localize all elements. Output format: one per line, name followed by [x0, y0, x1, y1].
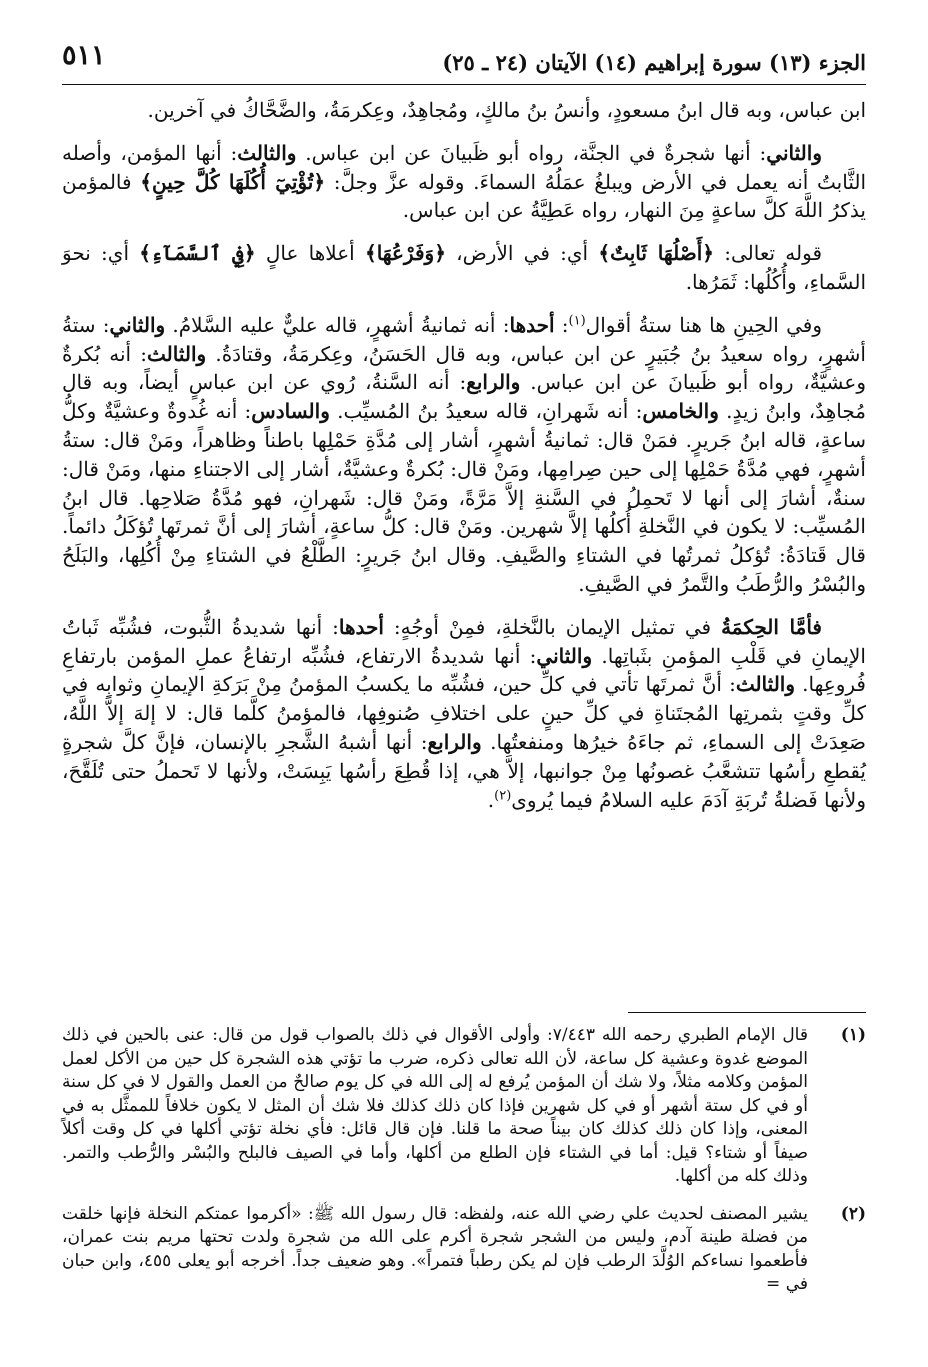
text: وفي الحِينِ ها هنا ستةُ أقوال — [585, 312, 822, 337]
text: في تمثيل الإيمان بالنَّخلةِ، فمِنْ أوجُهٍ: — [383, 614, 722, 639]
page-header — [62, 36, 866, 85]
label: والرابع — [427, 729, 482, 754]
paragraph-1 — [62, 139, 866, 225]
label: والثالث — [237, 140, 297, 165]
text: أي: نحوَ السَّماءِ، وأُكُلُها: ثَمَرُها. — [62, 241, 866, 294]
quran-verse: ﴿فِي ٱلسَّمَآءِ﴾ — [139, 241, 256, 266]
footnote-number: (٢) — [840, 1203, 866, 1224]
footnote-1 — [62, 1024, 866, 1189]
paragraph-0 — [62, 96, 866, 125]
label: أحدها — [338, 614, 384, 639]
text: : أنها شديدةُ الثُّبوت، فشُبِّه ثَباتُ الإيمانِ في قَلْبِ المؤمنِ بثَباتِها. — [62, 614, 866, 668]
text: : أنها المؤمن، وأصله الثَّابتُ أنه يعمل في الأرض ويبلغُ عمَلُهُ السماءَ. وقوله عزَّ وجلَّ: — [62, 140, 867, 194]
footnote-text: يشير المصنف لحديث علي رضي الله عنه، ولفظه: قال رسول الله ﷺ: «أكرموا عمتكم النخلة فإنها خلقت من فضلة طينة آدم، وليس من الشجر شجرة أكرم على الله من شجرة ولدت تحتها مريم بنت عمران، فأطعموا نساءكم الوُلَّدَ الرطب فإن لم يكن رطباً فتمراً». وهو ضعيف جداً. أخرجه أبو يعلى ٤٥٥، وابن حبان في = — [62, 1203, 809, 1294]
footnote-number: (١) — [840, 1025, 866, 1045]
label: والثاني — [766, 140, 822, 165]
text: : ستةُ أشهرٍ، رواه سعيدُ بنُ جُبَيرٍ عن ابن عباس، وبه قال الحَسَنُ، وعِكرمَةُ، وقتادَةُ. — [62, 312, 866, 366]
text: : — [554, 312, 569, 337]
quran-verse: ﴿أَصْلُهَا ثَابِتٌ﴾ — [598, 241, 714, 266]
text: : أنها أشبهُ الشَّجرِ بالإنسان، فإنَّ كلَّ شجرةٍ يُقطعِ رأسُها تتشعَّبُ غصونُها مِنْ جوانبها، إلاَّ هي، إذا قُطِعَ رأسُها يَبِسَتْ، ولأنها لا تَحملُ حتى تُلَقَّحَ، ولأنها فَضلةُ تُربَةِ آدَمَ عليه السلامُ فيما يُروى — [62, 729, 866, 812]
text: : أنها شديدةُ الارتفاع، فشُبِّه ارتفاعُ عملِ المؤمن بارتفاعِ فُروعِها. — [62, 643, 866, 697]
text: أي: في الأرض، — [445, 241, 599, 266]
label: والخامس — [642, 399, 719, 424]
label: والرابع — [466, 370, 521, 395]
label: والسادس — [251, 399, 330, 424]
quran-verse: ﴿وَفَرْعُهَا﴾ — [364, 241, 446, 266]
footnote-text: قال الإمام الطبري رحمه الله ٧/٤٤٣: وأولى الأقوال في ذلك بالصواب قول من قال: عنى بالحين في ذلك الموضع غدوة وعشية كل ساعة، لأن الله تعالى ذكره، ضرب ما تؤتي هذه الشجرة كل حين من الأكل لعمل المؤمن وكلامه مثلاً، ولا شك أن المؤمن يُرفع له إلى الله في كل يوم صالحٌ من العمل والقول لا في كل سنة أو في كل ستة أشهر أو في كل شهرين فإذا كان ذلك كذلك فلا شك أن المثل لا يكون خلافاً للممثَّل به في المعنى، وإذا كان ذلك كذلك كان بيناً صحة ما قلنا. فإن قال قائل: فأي نخلة تؤتي أكلها في كل وقت أكلاً صيفاً أو شتاء؟ قيل: أما في الشتاء فإن الطلع من أكلها، وأما في الصيف فالبلح والبُسْر والرُّطب والتمر. وذلك كله من أكلها. — [62, 1025, 808, 1186]
text: : أنَّ ثمرتَها تأتي في كلِّ حين، فشُبِّه ما يكسبُ المؤمنُ مِنْ بَرَكةِ الإيمانِ وثوابِه في كلِّ وقتٍ بثمرتِها المُجتَناةِ في كلِّ حينٍ على اختلافِ صُنوفِها، فالمؤمنُ كلَّما قال: لا إلهَ إلاَّ اللَّهُ، صَعِدَتْ إلى السماءِ، ثم جاءَهُ خيرُها ومنفعتُها. — [62, 672, 866, 754]
page-number: ٥١١ — [62, 40, 106, 71]
footnote-ref-2[interactable]: (٢) — [494, 787, 512, 803]
text: : أنه ثمانيةُ أشهرٍ، قاله عليٌّ عليه السَّلامُ. — [165, 312, 510, 337]
text: ابن عباس، وبه قال ابنُ مسعودٍ، وأنسُ بنُ مالكٍ، ومُجاهِدٌ، وعِكرمَةُ، والضَّحَّاكُ في آخرين. — [147, 98, 866, 122]
label: والثالث — [735, 672, 795, 697]
label: والثاني — [109, 312, 166, 337]
text: قوله تعالى: — [713, 241, 822, 266]
text: . — [487, 787, 495, 812]
quran-verse: ﴿تُؤْتِيٓ أُكُلَهَا كُلَّ حِينٍ﴾ — [140, 169, 326, 194]
footnote-2 — [62, 1203, 866, 1297]
text: : أنه شَهرانِ، قاله سعيدُ بنُ المُسيِّب. — [329, 399, 643, 424]
footnote-ref-1[interactable]: (١) — [568, 313, 586, 329]
label: والثالث — [147, 341, 207, 366]
text: فالمؤمن يذكرُ اللَّهَ كلَّ ساعةٍ مِنَ النهار، رواه عَطِيَّةُ عن ابن عباس. — [62, 169, 866, 223]
label: والثاني — [536, 643, 593, 668]
footnotes — [62, 1024, 866, 1311]
footnote-divider — [628, 1012, 866, 1013]
label: فأمَّا الحِكمَةُ — [721, 614, 822, 639]
text: : أنها شجرةٌ في الجنَّة، رواه أبو ظَبيانَ عن ابن عباس. — [296, 140, 767, 165]
text: أعلاها عالٍ — [255, 241, 365, 266]
text: : أنه بُكرةٌ وعشيَّةٌ، رواه أبو ظَبيانَ عن ابن عباس. — [62, 341, 866, 395]
paragraph-2 — [62, 239, 866, 297]
text: : أنه غُدوةٌ وعشيَّةٌ وكلُّ ساعةٍ، قاله ابنُ جَريرٍ. فمَنْ قال: ثمانيةُ أشهرٍ، أشار إلى مُدَّةِ حَمْلِها باطناً وظاهراً، ومَنْ قال: ستةُ أشهرٍ، فهي مُدَّةُ حَمْلِها إلى حين صِرامِها، ومَنْ قال: بُكرةٌ وعشيَّةٌ، أشار إلى الاجتناءِ منها، ومَنْ قال: سنةٌ، أشارَ إلى أنها لا تَحمِلُ في السَّنةِ إلاَّ مَرَّةً، ومَنْ قال: شَهرانِ، فهو مُدَّةُ صَلاحِها. قال ابنُ المُسيِّب: لا يكون في النَّخلةِ أُكلُها إلاَّ شهرين. ومَنْ قال: كلُّ ساعةٍ، أشارَ إلى أنَّ ثمرتَها تُؤكَلُ دائماً. قال قَتادَةُ: تُؤكلُ ثمرتُها في الشتاءِ والصَّيفِ. وقال ابنُ جَريرٍ: الطَّلْعُ في الشتاءِ مِنْ أُكُلِها، والبَلَحُ والبُسْرُ والرُّطَبُ والتَّمرُ في الصَّيفِ. — [62, 399, 866, 596]
paragraph-3 — [62, 311, 866, 599]
text: : أنه السَّنةُ، رُوي عن ابن عباسٍ أيضاً، وبه قال مُجاهِدٌ، وابنُ زيدٍ. — [62, 370, 866, 424]
main-text — [62, 96, 866, 828]
running-head: الجزء (١٣) سورة إبراهيم (١٤) الآيتان (٢٤ ـ ٢٥) — [442, 50, 866, 75]
paragraph-4 — [62, 613, 866, 815]
label: أحدها — [509, 312, 555, 337]
